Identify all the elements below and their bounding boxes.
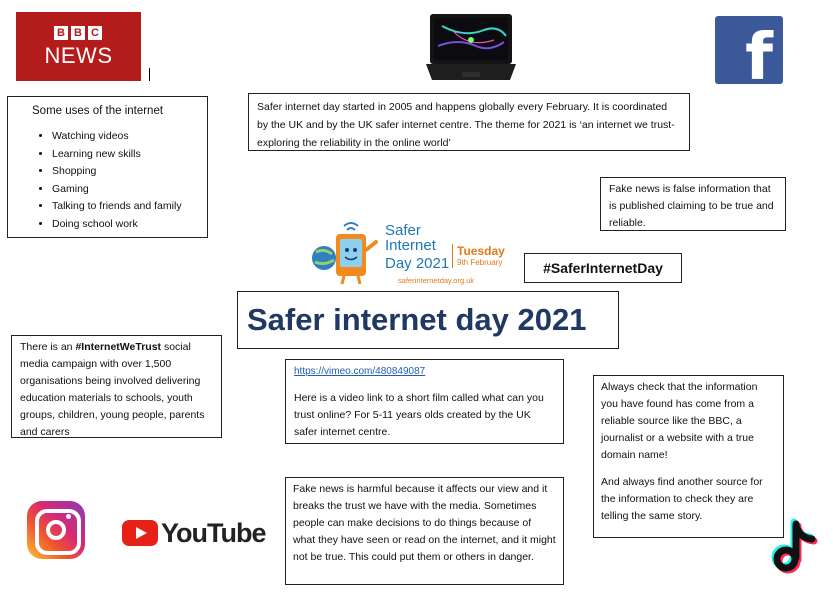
sid-date-block (452, 244, 505, 268)
campaign-rest: social media campaign with over 1,500 organisations being involved delivering education materials to schools, youth groups, children, young people, parents and carers (20, 341, 205, 438)
bbc-block: B (54, 26, 68, 40)
check-paragraph-2: And always find another source for the information to check they are telling the same story. (601, 476, 763, 522)
campaign-hashtag: #InternetWeTrust (75, 341, 162, 353)
check-paragraph-1: Always check that the information you have found has come from a reliable source like the BBC, a journalist or a website with a true domain name! (601, 381, 758, 461)
safer-internet-day-logo (310, 220, 505, 288)
video-description: Here is a video link to a short film called what can you trust online? For 5-11 years olds created by the UK safer internet centre. (294, 392, 544, 438)
uses-list (32, 128, 207, 233)
check-sources-box (593, 375, 784, 538)
youtube-play-icon (122, 520, 158, 546)
page-title-text: Safer internet day 2021 (247, 302, 587, 337)
intro-text: Safer internet day started in 2005 and happens globally every February. It is coordinated by the UK and by the UK safer internet centre. The theme for 2021 is ‘an internet we trust-exploring the reliability in the online world’ (257, 101, 675, 149)
bbc-blocks (54, 26, 102, 40)
uses-heading: Some uses of the internet (32, 105, 164, 117)
sid-weekday: Tuesday (457, 244, 505, 258)
video-link[interactable]: https://vimeo.com/480849087 (294, 366, 426, 377)
sid-title: Safer Internet (385, 222, 436, 254)
sid-url: saferinternetday.org.uk (398, 276, 475, 285)
list-item: • Doing school work (52, 216, 207, 234)
page-title (237, 291, 619, 349)
bbc-block: C (88, 26, 102, 40)
youtube-word: YouTube (161, 518, 266, 548)
list-item: • Learning new skills (52, 146, 207, 164)
intro-box (248, 93, 690, 151)
fake-news-definition-text: Fake news is false information that is published claiming to be true and reliable. (609, 183, 774, 229)
campaign-text (20, 339, 213, 441)
bbc-news-logo (16, 12, 141, 81)
laptop-image (424, 12, 518, 82)
tablet-mascot-icon (310, 220, 384, 288)
facebook-logo (715, 16, 783, 95)
fake-news-harm-box (285, 477, 564, 585)
instagram-icon (27, 501, 85, 559)
uses-box (7, 96, 208, 238)
bbc-block: B (71, 26, 85, 40)
tiktok-icon (766, 518, 818, 578)
instagram-lens (46, 520, 66, 540)
list-item: • Watching videos (52, 128, 207, 146)
campaign-prefix: There is an (20, 341, 76, 353)
list-item: • Shopping (52, 163, 207, 181)
list-item: • Gaming (52, 181, 207, 199)
campaign-box (11, 335, 222, 438)
sid-date: 9th February (457, 258, 503, 267)
hashtag-box (524, 253, 682, 283)
hashtag-text: #SaferInternetDay (543, 260, 663, 276)
text-cursor (149, 68, 150, 81)
fake-news-definition-box (600, 177, 786, 231)
bbc-news-word: NEWS (44, 43, 113, 68)
video-box (285, 359, 564, 444)
fake-news-harm-text: Fake news is harmful because it affects our view and it breaks the trust we have with the media. Sometimes people can make decisions to do things because of what they have seen or read on the internet, and it might not be true. This could put them or others in danger. (293, 483, 556, 563)
instagram-dot (66, 514, 71, 519)
list-item: • Talking to friends and family (52, 198, 207, 216)
sid-day: Day 2021 (385, 255, 450, 272)
facebook-glyph: f (745, 21, 773, 95)
